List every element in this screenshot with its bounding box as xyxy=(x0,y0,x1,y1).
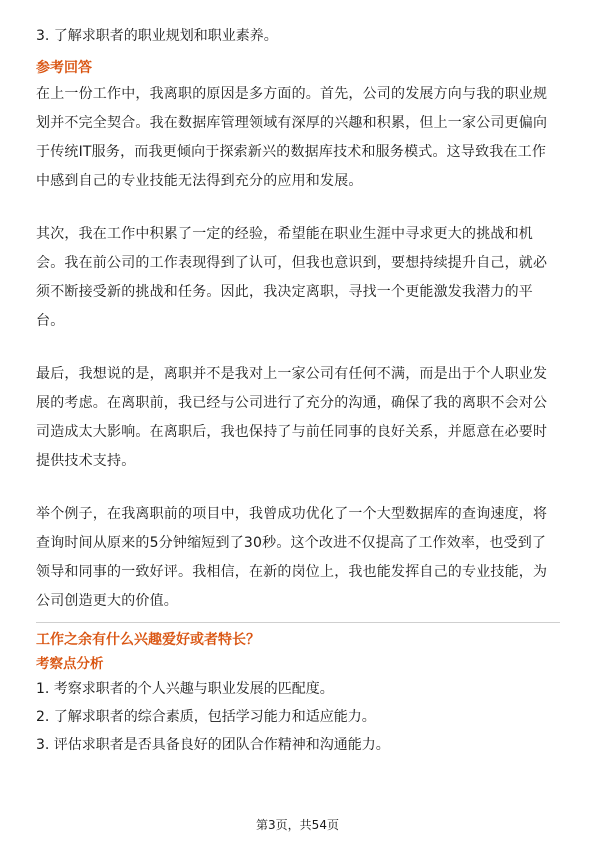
answer-paragraph-2: 其次，我在工作中积累了一定的经验，希望能在职业生涯中寻求更大的挑战和机会。我在前公司的工作表现得到了认可，但我也意识到，要想持续提升自己，就必须不断接受新的挑战和任务。因此，我决定离职，寻找一个更能激发我潜力的平台。 xyxy=(36,226,548,329)
interview-question: 工作之余有什么兴趣爱好或者特长？ xyxy=(36,632,260,648)
analysis-item-1: 1. 考察求职者的个人兴趣与职业发展的匹配度。 xyxy=(36,681,334,697)
analysis-item-2: 2. 了解求职者的综合素质，包括学习能力和适应能力。 xyxy=(36,709,376,725)
page-content xyxy=(36,22,560,759)
paragraph-gap xyxy=(36,336,560,360)
analysis-label: 考察点分析 xyxy=(36,656,104,672)
section-divider xyxy=(36,622,560,623)
page-number: 第3页，共54页 xyxy=(256,818,339,832)
analysis-item-3: 3. 评估求职者是否具备良好的团队合作精神和沟通能力。 xyxy=(36,737,390,753)
answer-paragraph-4: 举个例子，在我离职前的项目中，我曾成功优化了一个大型数据库的查询速度，将查询时间从原来的5分钟缩短到了30秒。这个改进不仅提高了工作效率，也受到了领导和同事的一致好评。我相信，在新的岗位上，我也能发挥自己的专业技能，为公司创造更大的价值。 xyxy=(36,506,548,609)
answer-paragraph-3: 最后，我想说的是，离职并不是我对上一家公司有任何不满，而是出于个人职业发展的考虑。在离职前，我已经与公司进行了充分的沟通，确保了我的离职不会对公司造成太大影响。在离职后，我也保持了与前任同事的良好关系，并愿意在必要时提供技术支持。 xyxy=(36,366,548,469)
answer-paragraph-1: 在上一份工作中，我离职的原因是多方面的。首先，公司的发展方向与我的职业规划并不完全契合。我在数据库管理领域有深厚的兴趣和积累，但上一家公司更偏向于传统IT服务，而我更倾向于探索新兴的数据库技术和服务模式。这导致我在工作中感到自己的专业技能无法得到充分的应用和发展。 xyxy=(36,86,548,189)
paragraph-gap xyxy=(36,196,560,220)
paragraph-gap xyxy=(36,476,560,500)
previous-analysis-item-3: 3. 了解求职者的职业规划和职业素养。 xyxy=(36,28,278,44)
reference-answer-label: 参考回答 xyxy=(36,60,92,76)
